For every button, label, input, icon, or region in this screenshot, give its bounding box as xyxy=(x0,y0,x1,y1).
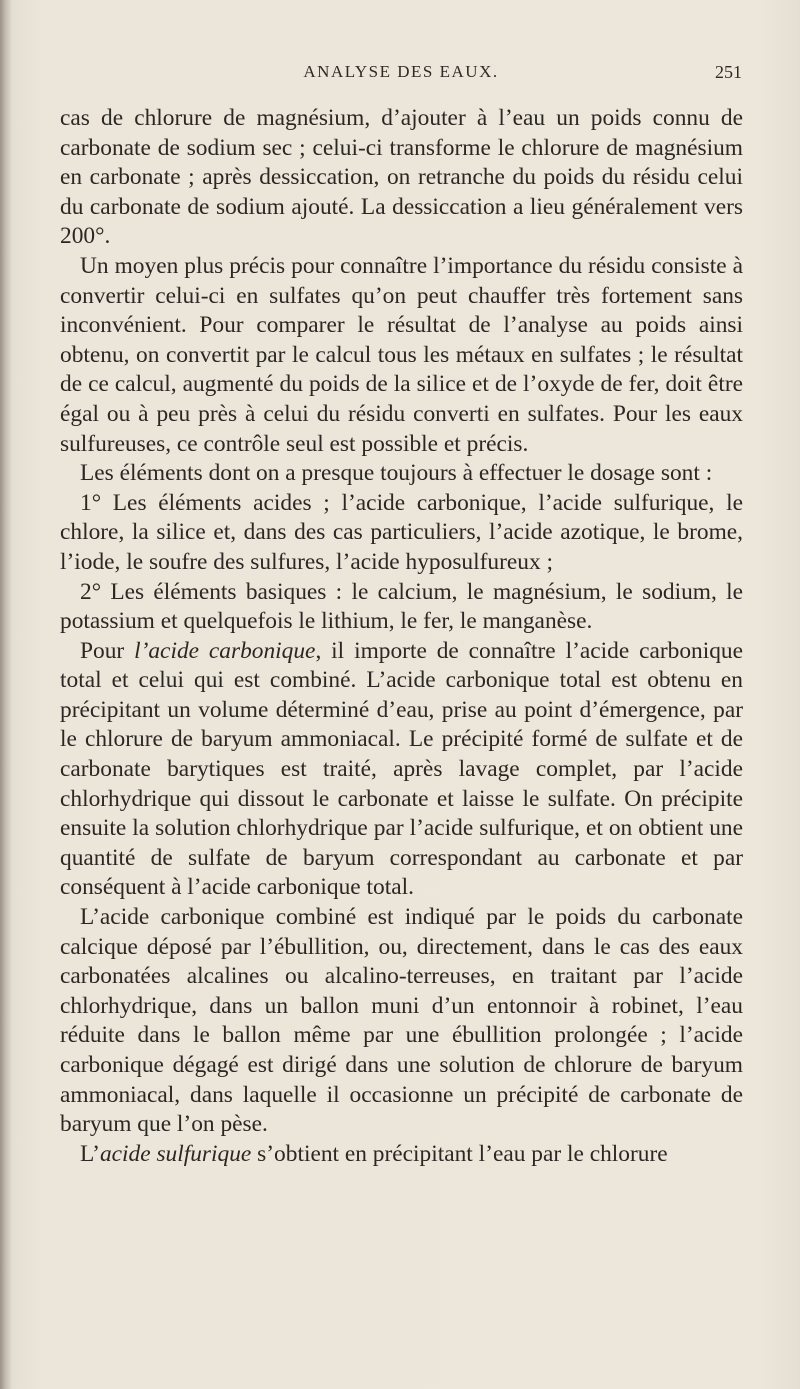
paragraph-lead: L’ xyxy=(80,1140,100,1167)
paragraph-text: Les éléments dont on a presque toujours à effectuer le dosage sont : xyxy=(80,460,713,487)
paragraph-text: 1° Les éléments acides ; l’acide carbonique, l’acide sulfurique, le chlore, la silice et, dans des cas particuliers, l’acide azotique, le brome, l’iode, le soufre des sulfures, l’acide hyposulfureux ; xyxy=(60,489,743,575)
paragraph-text: 2° Les éléments basiques : le calcium, le magnésium, le sodium, le potassium et quelquefois le lithium, le fer, le manganèse. xyxy=(60,578,743,635)
binding-gutter-shadow xyxy=(0,0,12,1389)
list-item-elements-basiques xyxy=(60,578,743,637)
paragraph-rest: s’obtient en précipitant l’eau par le chlorure xyxy=(251,1140,668,1167)
paragraph-acide-carbonique xyxy=(60,637,743,903)
paragraph-text: cas de chlorure de magnésium, d’ajouter à l’eau un poids connu de carbonate de sodium sec ; celui-ci transforme le chlorure de magnésium en carbonate ; après dessiccation, on retranche du poids du résidu celui du carbonate de sodium ajouté. La dessiccation a lieu généralement vers 200°. xyxy=(60,105,743,250)
italic-term: acide sulfurique xyxy=(99,1140,252,1167)
paragraph-residu xyxy=(60,252,743,459)
running-title: ANALYSE DES EAUX. xyxy=(303,62,499,81)
page-number: 251 xyxy=(715,62,742,82)
paragraph-acide-sulfurique xyxy=(60,1140,743,1170)
list-item-elements-acides xyxy=(60,489,743,578)
paragraph-text: Un moyen plus précis pour connaître l’importance du résidu consiste à convertir celui-ci en sulfates qu’on peut chauffer très fortement sans inconvénient. Pour comparer le résultat de l’analyse au poids ainsi obtenu, on convertit par le calcul tous les métaux en sulfates ; le résultat de ce calcul, augmenté du poids de la silice et de l’oxyde de fer, doit être égal ou à peu près à celui du résidu converti en sulfates. Pour les eaux sulfureuses, ce contrôle seul est possible et précis. xyxy=(60,252,743,457)
paragraph-elements-intro xyxy=(60,459,743,489)
body-text xyxy=(60,104,743,1169)
paragraph-lead: Pour xyxy=(80,637,135,664)
paragraph-rest: , il importe de connaître l’acide carbonique total et celui qui est combiné. L’acide carbonique total est obtenu en précipitant un volume déterminé d’eau, prise au point d’émergence, par le chlorure de baryum ammoniacal. Le précipité formé de sulfate et de carbonate barytiques est traité, après lavage complet, par l’acide chlorhydrique qui dissout le carbonate et laisse le sulfate. On précipite ensuite la solution chlorhydrique par l’acide sulfurique, et on obtient une quantité de sulfate de baryum correspondant au carbonate et par conséquent à l’acide carbonique total. xyxy=(60,637,743,901)
paragraph-carbonique-combine xyxy=(60,903,743,1140)
paragraph-text: L’acide carbonique combiné est indiqué par le poids du carbonate calcique déposé par l’ébullition, ou, directement, dans le cas des eaux carbonatées alcalines ou alcalino-terreuses, en traitant par l’acide chlorhydrique, dans un ballon muni d’un entonnoir à robinet, l’eau réduite dans le ballon même par une ébullition prolongée ; l’acide carbonique dégagé est dirigé dans une solution de chlorure de baryum ammoniacal, dans laquelle il occasionne un précipité de carbonate de baryum que l’on pèse. xyxy=(60,904,743,1138)
running-head xyxy=(60,62,742,92)
paragraph-dessiccation xyxy=(60,104,743,252)
italic-term: l’acide carbonique xyxy=(134,637,316,664)
